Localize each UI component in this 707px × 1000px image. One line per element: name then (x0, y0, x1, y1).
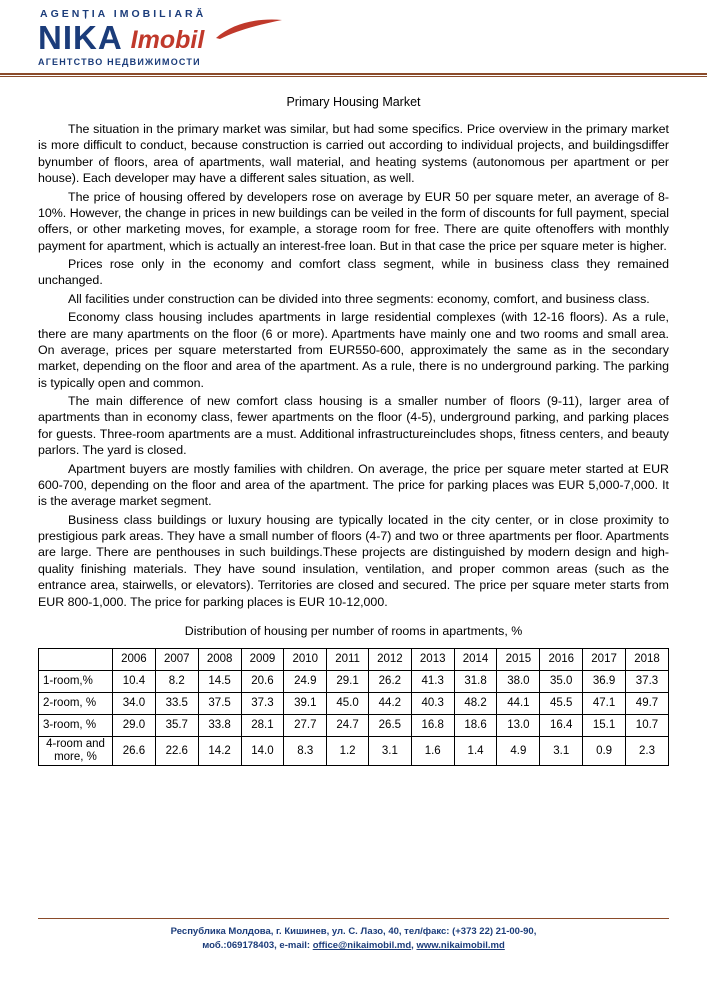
table-cell: 14.5 (198, 670, 241, 692)
agency-tagline-ru: АГЕНТСТВО НЕДВИЖИМОСТИ (38, 57, 201, 67)
table-cell: 48.2 (454, 692, 497, 714)
table-cell: 44.2 (368, 692, 411, 714)
table-cell: 16.4 (540, 714, 583, 736)
column-header: 2012 (368, 648, 411, 670)
table-cell: 10.4 (113, 670, 156, 692)
table-cell: 45.5 (540, 692, 583, 714)
row-header: 1-room,% (39, 670, 113, 692)
column-header: 2006 (113, 648, 156, 670)
table-cell: 35.0 (540, 670, 583, 692)
column-header: 2011 (327, 648, 369, 670)
table-cell: 34.0 (113, 692, 156, 714)
table-cell: 24.7 (327, 714, 369, 736)
table-cell: 1.4 (454, 736, 497, 765)
table-cell: 14.2 (198, 736, 241, 765)
table-cell: 8.3 (284, 736, 327, 765)
table-cell: 18.6 (454, 714, 497, 736)
table-cell: 40.3 (411, 692, 454, 714)
table-row (39, 736, 669, 765)
table-cell: 16.8 (411, 714, 454, 736)
footer-divider (38, 918, 669, 919)
swoosh-icon (214, 18, 284, 40)
table-cell: 44.1 (497, 692, 540, 714)
footer-contacts (38, 939, 669, 954)
table-cell: 37.3 (241, 692, 284, 714)
column-header: 2013 (411, 648, 454, 670)
column-header: 2016 (540, 648, 583, 670)
table-cell: 29.0 (113, 714, 156, 736)
paragraph: All facilities under construction can be divided into three segments: economy, comfort, and business class. (68, 291, 650, 306)
table-row (39, 692, 669, 714)
table-cell: 15.1 (583, 714, 626, 736)
table-cell: 3.1 (540, 736, 583, 765)
table-cell: 31.8 (454, 670, 497, 692)
email-link[interactable]: office@nikaimobil.md (312, 940, 412, 952)
table-cell: 4.9 (497, 736, 540, 765)
page-header (38, 0, 669, 77)
footer-separator: , (411, 940, 417, 952)
paragraph: The situation in the primary market was similar, but had some specifics. Price overview in the primary market is more difficult to conduct, because construction is carried out according to individual projects, and buildingsdiffer bynumber of floors, area of apartments, wall material, and heating systems (autonomous per apartment or per house). Each developer may have a different sales situation, as well. (38, 122, 669, 186)
housing-distribution-table (38, 648, 669, 766)
column-header: 2009 (241, 648, 284, 670)
table-cell: 14.0 (241, 736, 284, 765)
table-cell: 49.7 (626, 692, 669, 714)
footer-contacts-prefix: моб.:069178403, e-mail: (202, 940, 313, 952)
table-cell: 38.0 (497, 670, 540, 692)
table-cell: 33.5 (155, 692, 198, 714)
company-logo (38, 8, 278, 67)
table-cell: 24.9 (284, 670, 327, 692)
footer-address: Республика Молдова, г. Кишинев, ул. С. Лазо, 40, тел/факс: (+373 22) 21-00-90, (170, 925, 537, 937)
table-header-row (39, 648, 669, 670)
table-cell: 28.1 (241, 714, 284, 736)
paragraph: Apartment buyers are mostly families with children. On average, the price per square meter started at EUR 600-700, depending on the floor and area of the apartment. The price for parking places was EUR 5,000-7,000. It is the average market segment. (38, 461, 669, 509)
column-header: 2007 (155, 648, 198, 670)
paragraph: The main difference of new comfort class housing is a smaller number of floors (9-11), larger area of apartments than in economy class, fewer apartments on the floor (4-5), underground parking, and parking places for guests. Three-room apartments are a must. Additional infrastructureincludes shops, fitness centers, and beauty parlors. The yard is closed. (38, 394, 669, 458)
page-title: Primary Housing Market (286, 95, 421, 109)
row-header: 3-room, % (39, 714, 113, 736)
table-corner-cell (39, 648, 113, 670)
table-row (39, 670, 669, 692)
table-cell: 37.5 (198, 692, 241, 714)
column-header: 2010 (284, 648, 327, 670)
paragraph: Prices rose only in the economy and comfort class segment, while in business class they remained unchanged. (38, 257, 669, 288)
table-cell: 37.3 (626, 670, 669, 692)
table-cell: 8.2 (155, 670, 198, 692)
table-cell: 41.3 (411, 670, 454, 692)
table-caption: Distribution of housing per number of rooms in apartments, % (184, 623, 523, 638)
table-cell: 26.6 (113, 736, 156, 765)
table-cell: 26.2 (368, 670, 411, 692)
table-cell: 47.1 (583, 692, 626, 714)
table-cell: 39.1 (284, 692, 327, 714)
column-header: 2018 (626, 648, 669, 670)
table-cell: 35.7 (155, 714, 198, 736)
table-cell: 13.0 (497, 714, 540, 736)
brand-name-secondary: Imobil (130, 26, 205, 54)
paragraph: The price of housing offered by developers rose on average by EUR 50 per square meter, an average of 8-10%. However, the change in prices in new buildings can be veiled in the form of discounts for full payment, special offers, or other marketing moves, for example, a storage room for free. There are quite oftenoffers with monthly payment for apartment, which is actually an interest-free loan. But in that case the price per square meter is higher. (38, 189, 669, 253)
paragraph: Business class buildings or luxury housing are typically located in the city center, or in close proximity to prestigious park areas. They have a small number of floors (4-7) and two or three apartments per floor. Apartments are large. There are penthouses in such buildings.These projects are distinguished by modern design and high-quality finishing materials. They have sound insulation, ventilation, and proper common areas (such as the entrance area, stairwells, or elevators). Territories are closed and secured. The price per square meter starts from EUR 800-1,000. The price for parking places is EUR 10-12,000. (38, 512, 669, 609)
table-cell: 1.2 (327, 736, 369, 765)
page-footer (38, 918, 669, 954)
header-divider (0, 73, 707, 75)
table-cell: 33.8 (198, 714, 241, 736)
table-cell: 20.6 (241, 670, 284, 692)
table-cell: 26.5 (368, 714, 411, 736)
column-header: 2008 (198, 648, 241, 670)
agency-tagline: AGENȚIA IMOBILIARĂ (40, 8, 207, 20)
table-cell: 29.1 (327, 670, 369, 692)
table-row (39, 714, 669, 736)
header-divider-thin (0, 76, 707, 77)
row-header: 2-room, % (39, 692, 113, 714)
table-cell: 45.0 (327, 692, 369, 714)
row-header: 4-room and more, % (39, 736, 113, 765)
table-cell: 36.9 (583, 670, 626, 692)
column-header: 2017 (583, 648, 626, 670)
column-header: 2014 (454, 648, 497, 670)
column-header: 2015 (497, 648, 540, 670)
website-link[interactable]: www.nikaimobil.md (416, 940, 505, 952)
table-cell: 1.6 (411, 736, 454, 765)
table-cell: 10.7 (626, 714, 669, 736)
paragraph: Economy class housing includes apartments in large residential complexes (with 12-16 floors). As a rule, there are many apartments on the floor (6 or more). Apartments have mainly one and two rooms and small area. On average, prices per square meterstarted from EUR550-600, approximately the same as in the secondary market, depending on the floor and area of the apartment. As a rule, there is no underground parking. The parking is typically open and common. (38, 310, 669, 390)
brand-name-primary: NIKA (38, 19, 123, 56)
table-cell: 27.7 (284, 714, 327, 736)
table-cell: 22.6 (155, 736, 198, 765)
table-cell: 0.9 (583, 736, 626, 765)
table-cell: 2.3 (626, 736, 669, 765)
table-cell: 3.1 (368, 736, 411, 765)
